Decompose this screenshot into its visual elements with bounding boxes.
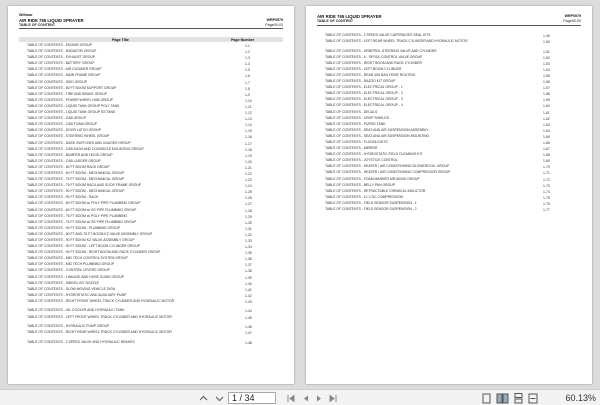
toc-entry-page: 1-4 — [245, 62, 250, 67]
toc-entry-title: TABLE OF CONTENTS - SLOW MOVING VEHICLE SIGN — [27, 286, 116, 291]
toc-entry-page: 1-44 — [245, 309, 252, 314]
toc-entry-page: 1-70 — [543, 165, 550, 170]
toc-entry-page: 1-3 — [245, 56, 250, 61]
toc-entry-title: TABLE OF CONTENTS - SEAT AND AIR SUSPENSION ASSEMBLY — [325, 127, 429, 132]
toc-entry-page: 1-31 — [245, 226, 252, 231]
document-page-label: Page00-03 — [265, 23, 283, 27]
continuous-view-icon[interactable] — [512, 390, 524, 405]
toc-entry-page: 1-67 — [543, 147, 550, 152]
toc-entry-page: 1-1 — [245, 44, 250, 48]
toc-entry-title: TABLE OF CONTENTS - BATTERY GROUP — [27, 61, 95, 66]
toc-entry-title: TABLE OF CONTENTS - RAZOO KIT GROUP — [325, 79, 396, 84]
toc-entry-title: TABLE OF CONTENTS - ORBITROL STEERING VALVE AND CYLINDER — [325, 48, 437, 53]
toc-header-number: Page Number — [231, 37, 255, 42]
toc-entry-page: 1-7 — [245, 80, 250, 85]
toc-entry-title: TABLE OF CONTENTS - MIRROR — [325, 146, 378, 151]
viewer-toolbar — [0, 389, 600, 405]
toc-entry-title: TABLE OF CONTENTS - HEATER / AIR CONDITIONING BLOWER/COIL GROUP — [325, 164, 450, 169]
toc-entry-title: TABLE OF CONTENTS - 90 FT BOOM - PLUMBING GROUP — [27, 225, 120, 230]
toc-entry-page: 1-66 — [543, 141, 550, 145]
toc-entry-title: TABLE OF CONTENTS - LIQUID TANK GROUP POLY TANK — [27, 103, 120, 108]
toc-entry-page: 1-28 — [245, 208, 252, 213]
toc-entry-title: TABLE OF CONTENTS - HYDROSTATIC FIELD CLEANING KIT — [325, 152, 423, 157]
toc-entry-page: 1-59 — [543, 98, 550, 103]
toc-entry-page: 1-47 — [245, 331, 252, 336]
toc-entry-page: 1-74 — [543, 189, 550, 194]
toc-entry-title: TABLE OF CONTENTS - MID TECH PLUMBING GROUP — [27, 262, 115, 267]
toc-entry-title: TABLE OF CONTENTS - 2 SPEED VALVE CARTRIDGES SEAL KITS — [325, 33, 431, 37]
toc-entry-title: TABLE OF CONTENTS - CAB FOAM GROUP — [27, 122, 97, 127]
toc-entry-title: TABLE OF CONTENTS - PURGE TANK — [325, 121, 386, 126]
page-down-icon[interactable] — [212, 390, 226, 405]
toc-entry-title: TABLE OF CONTENTS - EXHAUST GROUP — [27, 55, 96, 60]
toc-table-header — [19, 37, 283, 42]
toc-entry-page: 1-61 — [543, 110, 550, 115]
toc-entry-page: 1-60 — [543, 104, 550, 109]
toc-entry-title: TABLE OF CONTENTS - DOOR LATCH GROUP — [27, 128, 102, 133]
first-page-icon[interactable] — [284, 390, 298, 405]
document-title: AIR RIDE 765 LIQUID SPRAYER — [19, 18, 84, 23]
toc-entry-title: TABLE OF CONTENTS - CONTROL LEVERS GROUP — [27, 268, 110, 273]
toc-entry-page: 1-8 — [245, 86, 250, 91]
toc-entry-page: 1-69 — [543, 159, 550, 164]
current-page: 1 — [232, 393, 238, 403]
header-rule — [19, 28, 283, 29]
document-title: AIR RIDE 765 LIQUID SPRAYER — [317, 14, 382, 19]
toc-entry-page: 1-26 — [245, 196, 252, 201]
toc-entry-title: TABLE OF CONTENTS - LEFT BOOM CYLINDER — [325, 66, 402, 71]
toc-entry-page: 1-34 — [245, 245, 252, 250]
toc-entry-page: 1-71 — [543, 171, 550, 176]
brand-name: Willmar — [19, 13, 33, 17]
toc-entry-page: 1-42 — [245, 293, 252, 298]
toc-entry-title: TABLE OF CONTENTS - FLOODLIGHTS — [325, 140, 388, 144]
toc-entry-title: TABLE OF CONTENTS - ELECTRICAL GROUP - 1 — [325, 85, 403, 90]
toc-entry-title: TABLE OF CONTENTS - ENGINE GROUP — [27, 43, 93, 47]
single-page-view-icon[interactable] — [480, 390, 492, 405]
toc-entry-page: 1-9 — [245, 92, 250, 97]
toc-row[interactable] — [19, 341, 283, 347]
toc-entry-title: TABLE OF CONTENTS - 60 FT BOOM w/ SS PIPE PLUMBING GROUP — [27, 207, 137, 212]
toc-entry-title: TABLE OF CONTENTS - HYDROSTATIC AND AUXILIARY PUMP — [27, 292, 127, 297]
last-page-icon[interactable] — [326, 390, 340, 405]
toc-entry-title: TABLE OF CONTENTS - FOAM MARKER MR-5000D GROUP — [325, 176, 420, 181]
toc-list-right — [317, 34, 581, 214]
toc-entry-page: 1-16 — [245, 135, 252, 140]
toc-entry-title: TABLE OF CONTENTS - HYDRAULIC PUMP GROUP — [27, 324, 110, 329]
toc-entry-page: 1-18 — [245, 147, 252, 152]
toc-entry-page: 1-45 — [245, 315, 252, 320]
zoom-level[interactable] — [565, 390, 596, 405]
toc-entry-title: TABLE OF CONTENTS - ELECTRICAL GROUP - 3 — [325, 97, 403, 102]
toc-entry-page: 1-22 — [245, 171, 252, 176]
toc-entry-title: TABLE OF CONTENTS - FIELD SENSOR SUSPENSION - 2 — [325, 207, 417, 212]
document-code: WRP0579 — [266, 18, 283, 22]
toc-entry-title: TABLE OF CONTENTS - LEFT REAR WHEEL TRACK CYLINDER AND HYDRAULIC MOTOR — [325, 39, 468, 44]
toc-entry-title: TABLE OF CONTENTS - 60 FT BOOM w/ POLY PIPE PLUMBING GROUP — [27, 201, 141, 206]
toc-entry-title: TABLE OF CONTENTS - TIRE AND BRAKE GROUP — [27, 91, 108, 96]
toc-entry-title: TABLE OF CONTENTS - LINKAGE AND HOSE GUIDE GROUP — [27, 274, 124, 279]
toc-entry-title: TABLE OF CONTENTS - SEAT AND AIR SUSPENSION MOUNTING — [325, 133, 430, 138]
toc-entry-page: 1-76 — [543, 201, 550, 206]
toc-entry-title: TABLE OF CONTENTS - MID TECH CONTROL SYSTEM GROUP — [27, 256, 128, 261]
toc-entry-title: TABLE OF CONTENTS - MAIN FRAME GROUP — [27, 73, 101, 78]
toc-header-title: Page Title — [112, 37, 129, 42]
toc-entry-title: TABLE OF CONTENTS - POWER WHEEL HUB GROUP — [27, 97, 113, 102]
toc-entry-title: TABLE OF CONTENTS - 75 FT BOOM RACK AND SLIDE FRAME GROUP — [27, 183, 142, 188]
toc-entry-title: TABLE OF CONTENTS - 75 FT BOOM w/ POLY PIPE PLUMBING — [27, 213, 128, 218]
toc-entry-page: 1-73 — [543, 183, 550, 188]
toc-entry-page: 1-19 — [245, 153, 252, 158]
toc-entry-page: 1-75 — [543, 195, 550, 200]
toc-entry-page: 1-10 — [245, 98, 252, 103]
toc-entry-title: TABLE OF CONTENTS - 75 FT BOOM - MECHANICAL GROUP — [27, 177, 125, 182]
toc-entry-page: 1-23 — [245, 178, 252, 183]
toc-entry-title: TABLE OF CONTENTS - 2 SPEED VALVE AND HYDRAULIC BRAKES — [27, 339, 135, 344]
toc-entry-page: 1-77 — [543, 208, 550, 213]
pdf-page-left — [8, 6, 294, 384]
document-subtitle: TABLE OF CONTENT — [317, 19, 354, 23]
toc-entry-page: 1-21 — [245, 165, 252, 170]
toc-entry-title: TABLE OF CONTENTS - RIGHT REAR WHEEL TRACK CYLINDER AND HYDRAULIC MOTOR — [27, 330, 172, 335]
toc-entry-page: 1-54 — [543, 67, 550, 72]
toc-entry-title: TABLE OF CONTENTS - HEATER / AIR CONDITIONING COMPRESSOR GROUP — [325, 170, 451, 175]
toc-entry-page: 1-53 — [543, 61, 550, 66]
toc-entry-title: TABLE OF CONTENTS - 12 V DC COMPRESSION — [325, 194, 403, 199]
two-page-view-icon[interactable] — [495, 390, 509, 405]
toc-entry-title: TABLE OF CONTENTS - LIQUID TANK GROUP SS TANK — [27, 110, 116, 115]
pdf-page-right — [306, 6, 592, 384]
toc-entry-title: TABLE OF CONTENTS - REAR 4X5 BAG HOSE ROUTING — [325, 72, 416, 77]
toc-entry-page: 1-49 — [543, 34, 550, 38]
toc-entry-page: 1-27 — [245, 202, 252, 207]
toc-entry-title: TABLE OF CONTENTS - RIGHT FRONT WHEEL TRACK CYLINDER AND HYDRAULIC MOTOR — [27, 298, 175, 303]
zoom-value: 60.13% — [565, 393, 596, 403]
toc-entry-title: TABLE OF CONTENTS - RIGHT BOOM AND RACK CYLINDER — [325, 60, 422, 65]
toc-entry-page: 1-51 — [543, 49, 550, 54]
toc-entry-title: TABLE OF CONTENTS - LEFT FRONT WHEEL TRACK CYLINDER AND HYDRAULIC MOTOR — [27, 314, 172, 319]
toc-entry-page: 1-35 — [245, 251, 252, 256]
toc-entry-page: 1-50 — [543, 40, 550, 45]
toc-entry-page: 1-30 — [245, 220, 252, 225]
fit-width-icon[interactable] — [527, 390, 539, 405]
toc-entry-title: TABLE OF CONTENTS - 90 FT BOOM - RACK — [27, 195, 99, 200]
toc-entry-page: 1-33 — [245, 239, 252, 243]
toc-entry-title: TABLE OF CONTENTS - 60 FT BOOM - MECHANICAL GROUP — [27, 170, 125, 175]
toc-entry-page: 1-36 — [245, 257, 252, 262]
toc-entry-title: TABLE OF CONTENTS - CAB LADDER GROUP — [27, 158, 101, 163]
toc-entry-page: 1-11 — [245, 104, 252, 109]
toc-entry-page: 1-52 — [543, 55, 550, 60]
toc-entry-page: 1-62 — [543, 116, 550, 121]
toc-entry-page: 1-57 — [543, 86, 550, 91]
prev-page-icon[interactable] — [298, 390, 312, 405]
document-subtitle: TABLE OF CONTENT — [19, 23, 56, 27]
header-rule — [317, 25, 581, 26]
toc-entry-page: 1-25 — [245, 190, 252, 195]
toc-entry-page: 1-72 — [543, 177, 550, 182]
page-up-icon[interactable] — [196, 390, 210, 405]
toc-entry-title: TABLE OF CONTENTS - 60 FT BOOM RACK GROUP — [27, 164, 110, 169]
toc-entry-title: TABLE OF CONTENTS - 6 - SPOOL CONTROL VALVE GROUP — [325, 54, 423, 59]
toc-entry-title: TABLE OF CONTENTS - CROP SHIELDS — [325, 115, 389, 120]
toc-entry-title: TABLE OF CONTENTS - ELECTRICAL GROUP - 2 — [325, 91, 403, 96]
toc-entry-title: TABLE OF CONTENTS - 90 FT BOOM - MECHANICAL GROUP — [27, 189, 125, 194]
toc-entry-title: TABLE OF CONTENTS - CAB GROUP — [27, 116, 87, 121]
next-page-icon[interactable] — [312, 390, 326, 405]
toc-entry-title: TABLE OF CONTENTS - OIL COOLER AND HYDRAULIC TANK — [27, 308, 125, 313]
toc-entry-title: TABLE OF CONTENTS - BELLY PAN GROUP — [325, 182, 396, 187]
toc-entry-page: 1-13 — [245, 117, 252, 122]
toc-entry-page: 1-38 — [245, 269, 252, 274]
toc-entry-page: 1-32 — [245, 232, 252, 237]
toc-entry-page: 1-29 — [245, 214, 252, 219]
toc-entry-page: 1-17 — [245, 141, 252, 146]
toc-entry-title: TABLE OF CONTENTS - STEERING WHEEL GROUP — [27, 134, 110, 139]
toc-entry-page: 1-5 — [245, 68, 250, 73]
toc-entry-page: 1-43 — [245, 299, 252, 304]
toc-entry-title: TABLE OF CONTENTS - CAB DASH AND COUNSOLE MOUNTING GROUP — [27, 146, 144, 151]
page-total: / 34 — [239, 393, 255, 403]
toc-entry-title: TABLE OF CONTENTS - 90 FT BOOM - RIGHT BOOM AND RACK CYLINDER GROUP — [27, 250, 161, 255]
toc-entry-page: 1-65 — [543, 134, 550, 139]
toc-entry-title: TABLE OF CONTENTS - DASH SWITCHES AND GAUGES GROUP — [27, 140, 131, 145]
toc-entry-title: TABLE OF CONTENTS - AIR CLEANER GROUP — [27, 67, 102, 72]
toc-entry-page: 1-46 — [245, 325, 252, 330]
toc-entry-page: 1-64 — [543, 128, 550, 133]
toc-entry-page: 1-37 — [245, 263, 252, 268]
toc-entry-page: 1-56 — [543, 80, 550, 85]
document-code: WRP0579 — [564, 14, 581, 18]
toc-entry-title: TABLE OF CONTENTS - JOYSTICK CONTROL — [325, 158, 398, 163]
toc-entry-page: 1-2 — [245, 50, 250, 55]
toc-entry-page: 1-14 — [245, 123, 252, 128]
toc-entry-page: 1-63 — [543, 122, 550, 127]
toc-entry-title: TABLE OF CONTENTS - ELECTRICAL GROUP - 4 — [325, 103, 403, 108]
toc-entry-title: TABLE OF CONTENTS - BUMPER AND HOOD GROUP — [27, 152, 113, 157]
toc-entry-title: TABLE OF CONTENTS - RADIATOR GROUP — [27, 49, 97, 54]
toc-entry-page: 1-41 — [245, 287, 252, 292]
toc-entry-title: TABLE OF CONTENTS - 75 FT BOOM w/ SS PIPE PLUMBING GROUP — [27, 219, 137, 224]
toc-entry-page: 1-39 — [245, 275, 252, 280]
toc-entry-page: 1-68 — [543, 153, 550, 158]
toc-row[interactable] — [317, 208, 581, 214]
page-number-field[interactable] — [228, 392, 276, 404]
toc-entry-title: TABLE OF CONTENTS - RETRACTABLE CHEMICAL INDUCTOR — [325, 188, 426, 193]
toc-entry-title: TABLE OF CONTENTS - 60 FT AND 75 FT BOOM KZ VALVE ASSEMBLY GROUP — [27, 231, 153, 236]
toc-entry-page: 1-20 — [245, 159, 252, 164]
document-page-label: Page00-03 — [563, 19, 581, 23]
toc-entry-page: 1-58 — [543, 92, 550, 97]
toc-entry-page: 1-40 — [245, 281, 252, 286]
toc-entry-title: TABLE OF CONTENTS - SWIVEL BIT NOZZLE — [27, 280, 99, 285]
toc-entry-page: 1-48 — [245, 340, 252, 345]
toc-entry-page: 1-12 — [245, 111, 252, 116]
toc-entry-page: 1-55 — [543, 73, 550, 78]
toc-entry-title: TABLE OF CONTENTS - DECALS — [325, 109, 378, 114]
toc-entry-page: 1-15 — [245, 129, 252, 134]
toc-list-left — [19, 44, 283, 347]
toc-entry-page: 1-24 — [245, 184, 252, 189]
toc-entry-title: TABLE OF CONTENTS - SKID GROUP — [27, 79, 88, 84]
toc-entry-title: TABLE OF CONTENTS - 90 FT BOOM - LEFT BOOM CYLINDER GROUP — [27, 244, 140, 249]
toc-entry-title: TABLE OF CONTENTS - FIELD SENSOR SUSPENSION - 1 — [325, 200, 417, 205]
toc-entry-page: 1-6 — [245, 74, 250, 79]
toc-entry-title: TABLE OF CONTENTS - 60 FT BOOM SUPPORT GROUP — [27, 85, 117, 90]
toc-entry-title: TABLE OF CONTENTS - 90 FT BOOM KZ VALVE ASSEMBLY GROUP — [27, 238, 135, 242]
